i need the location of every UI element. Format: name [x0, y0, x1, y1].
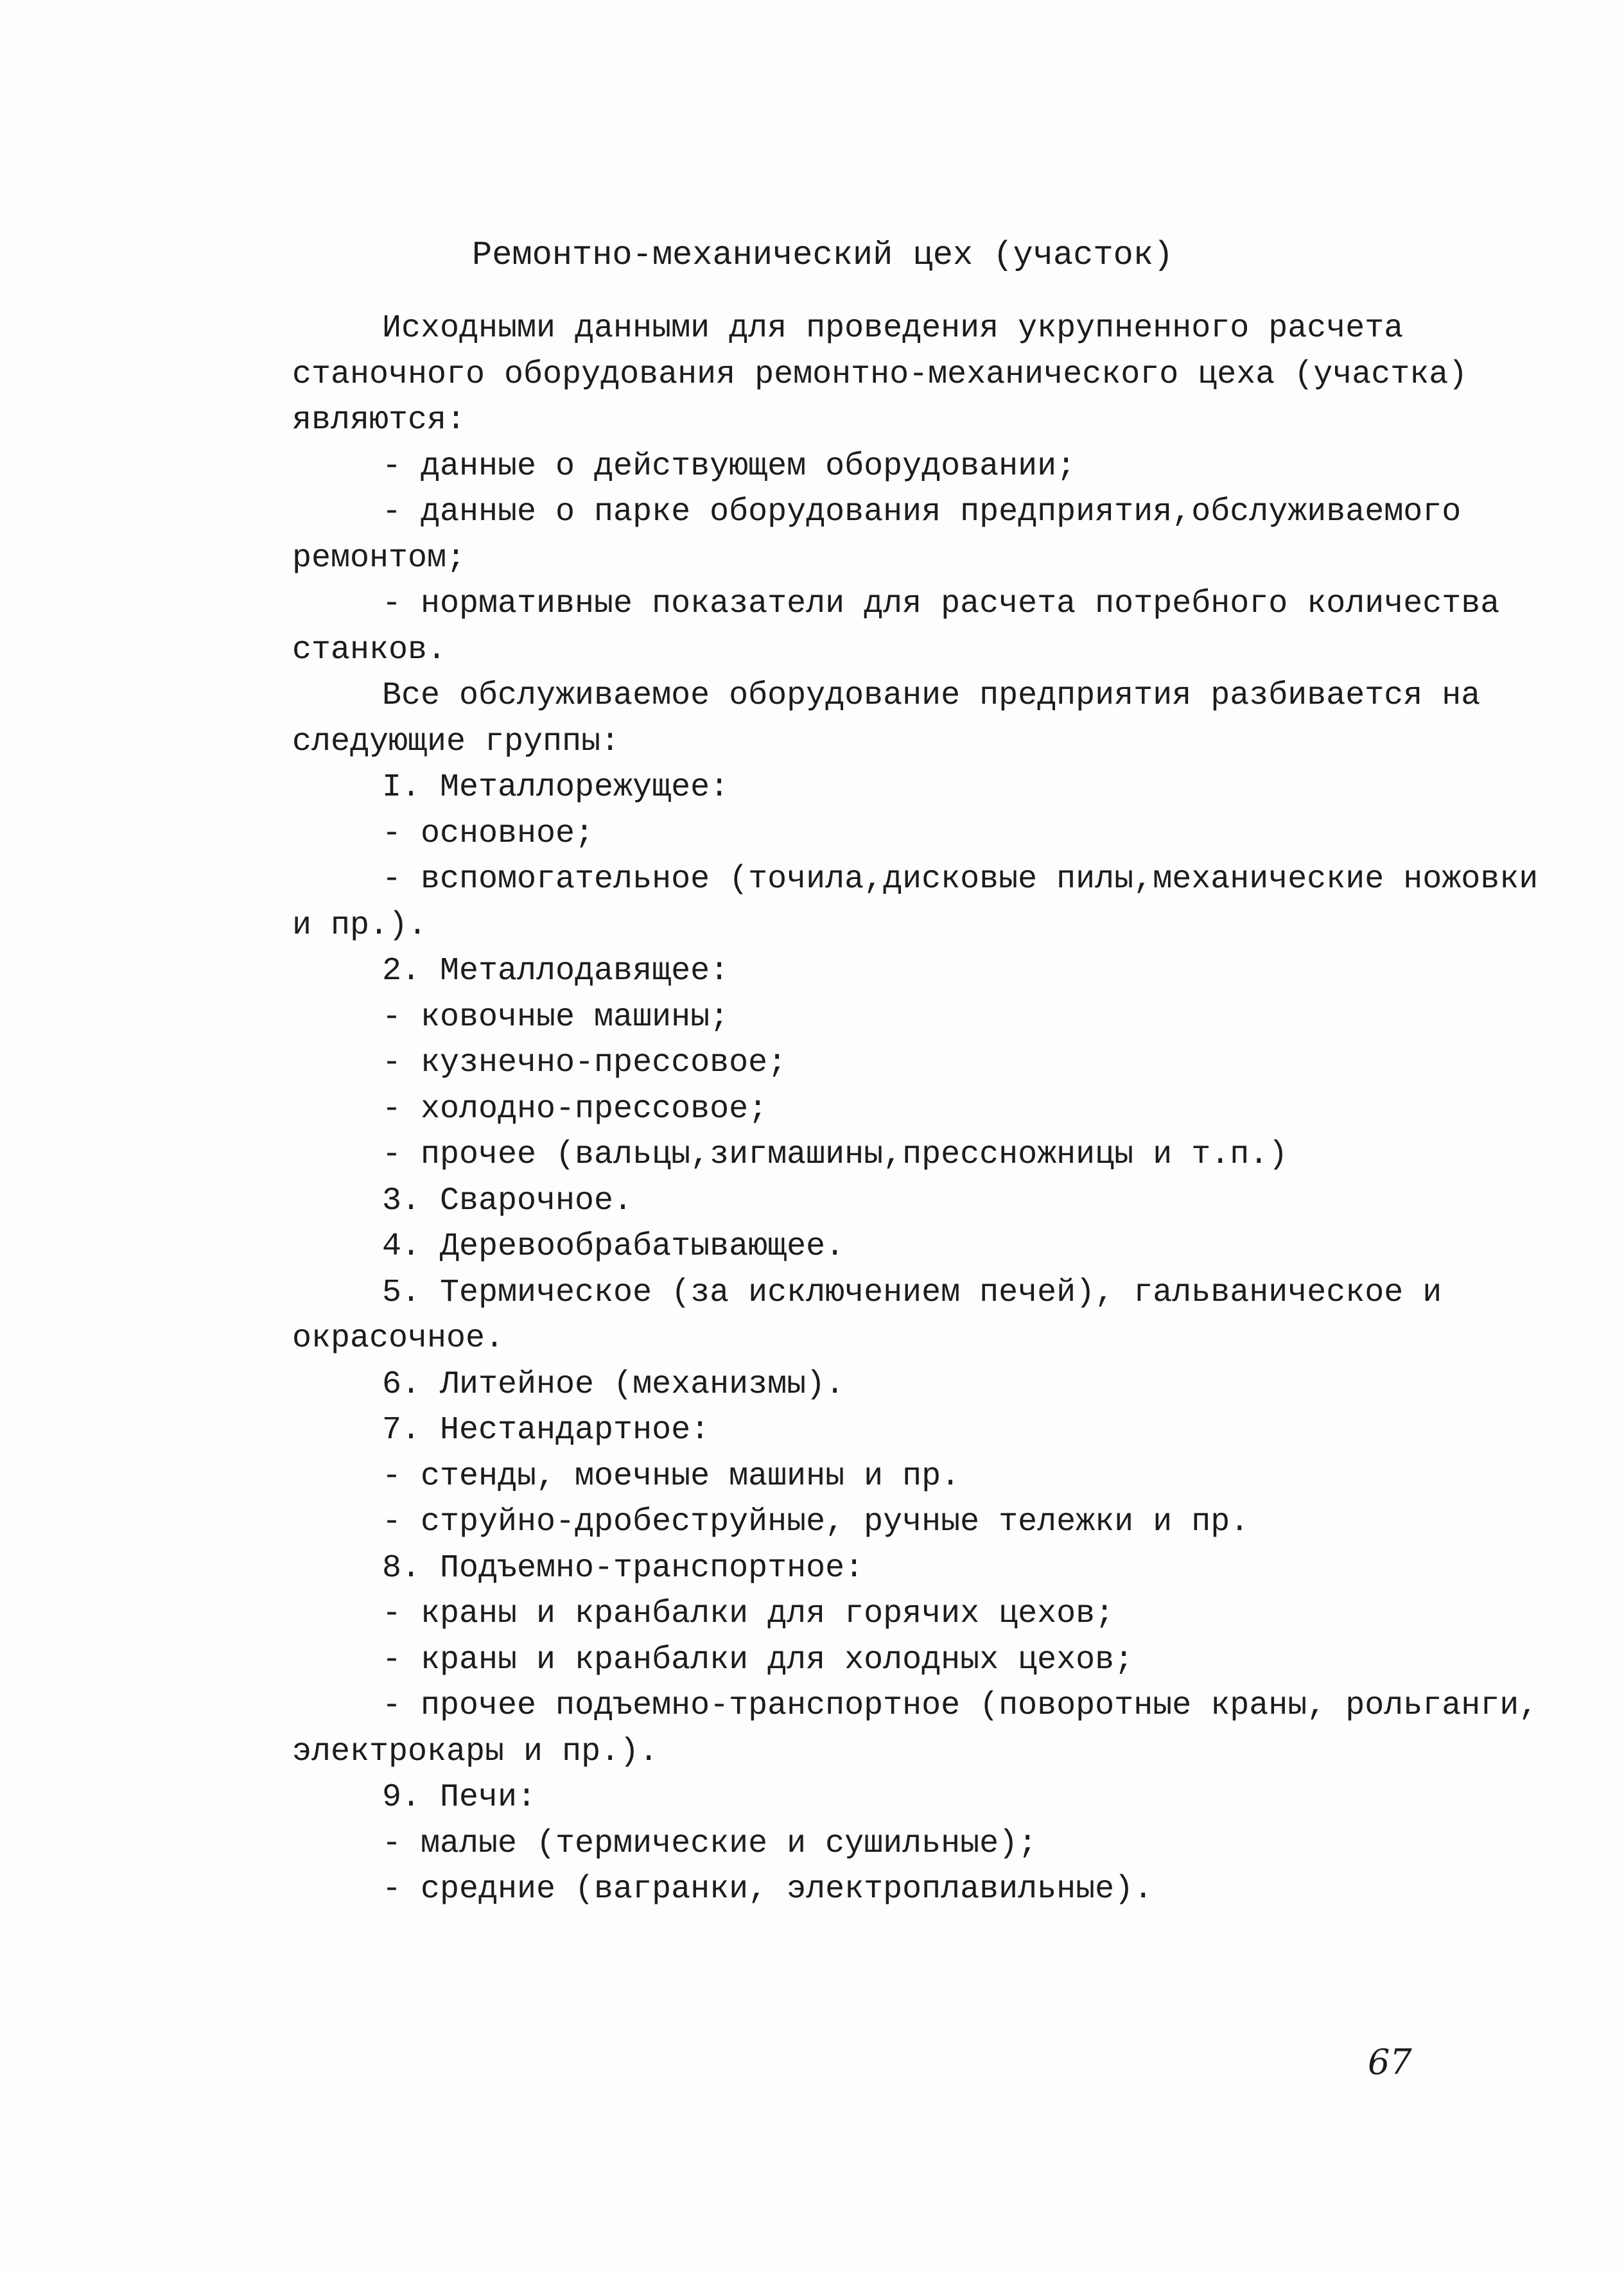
text-line: станков.: [292, 631, 447, 668]
text-line: - основное;: [382, 815, 595, 852]
text-line: следующие группы:: [292, 723, 620, 760]
text-line: - холодно-прессовое;: [382, 1090, 768, 1128]
text-line: - стенды, моечные машины и пр.: [382, 1458, 961, 1495]
text-line: 8. Подъемно-транспортное:: [382, 1549, 864, 1587]
text-line: - малые (термические и сушильные);: [382, 1825, 1038, 1862]
text-line: - краны и кранбалки для холодных цехов;: [382, 1641, 1134, 1678]
text-line: - нормативные показатели для расчета потребного количества: [382, 586, 1500, 622]
text-line: Все обслуживаемое оборудование предприятия разбивается на: [382, 677, 1481, 714]
text-line: Исходными данными для проведения укрупненного расчета: [382, 310, 1404, 347]
text-line: окрасочное.: [292, 1320, 505, 1357]
document-body: [292, 306, 1544, 1913]
text-line: 9. Печи:: [382, 1779, 537, 1816]
text-line: - кузнечно-прессовое;: [382, 1045, 787, 1081]
text-line: 3. Сварочное.: [382, 1182, 633, 1219]
text-line: 5. Термическое (за исключением печей), гальваническое и: [382, 1274, 1442, 1311]
text-line: - прочее подъемно-транспортное (поворотные краны, рольганги,: [382, 1687, 1539, 1724]
text-line: - данные о действующем оборудовании;: [382, 448, 1076, 485]
text-line: 4. Деревообрабатывающее.: [382, 1228, 845, 1265]
text-line: электрокары и пр.).: [292, 1733, 659, 1770]
text-line: 6. Литейное (механизмы).: [382, 1366, 845, 1403]
text-line: - ковочные машины;: [382, 998, 729, 1036]
text-line: ремонтом;: [292, 539, 466, 577]
text-line: - прочее (вальцы,зигмашины,прессножницы и т.п.): [382, 1136, 1288, 1173]
text-line: являются:: [292, 402, 466, 439]
text-line: станочного оборудования ремонтно-механического цеха (участка): [292, 356, 1468, 393]
text-line: 7. Нестандартное:: [382, 1412, 710, 1449]
text-line: - данные о парке оборудования предприятия,обслуживаемого: [382, 494, 1462, 530]
text-line: - краны и кранбалки для горячих цехов;: [382, 1596, 1115, 1632]
text-line: - вспомогательное (точила,дисковые пилы,механические ножовки: [382, 861, 1539, 898]
text-line: - средние (вагранки, электроплавильные).: [382, 1871, 1153, 1908]
text-line: I. Металлорежущее:: [382, 769, 729, 806]
text-line: - струйно-дробеструйные, ручные тележки и пр.: [382, 1504, 1250, 1540]
document-title: Ремонтно-механический цех (участок): [472, 236, 1174, 274]
text-line: и пр.).: [292, 907, 428, 944]
page-number: 67: [1368, 2042, 1412, 2082]
text-line: 2. Металлодавящее:: [382, 953, 729, 989]
